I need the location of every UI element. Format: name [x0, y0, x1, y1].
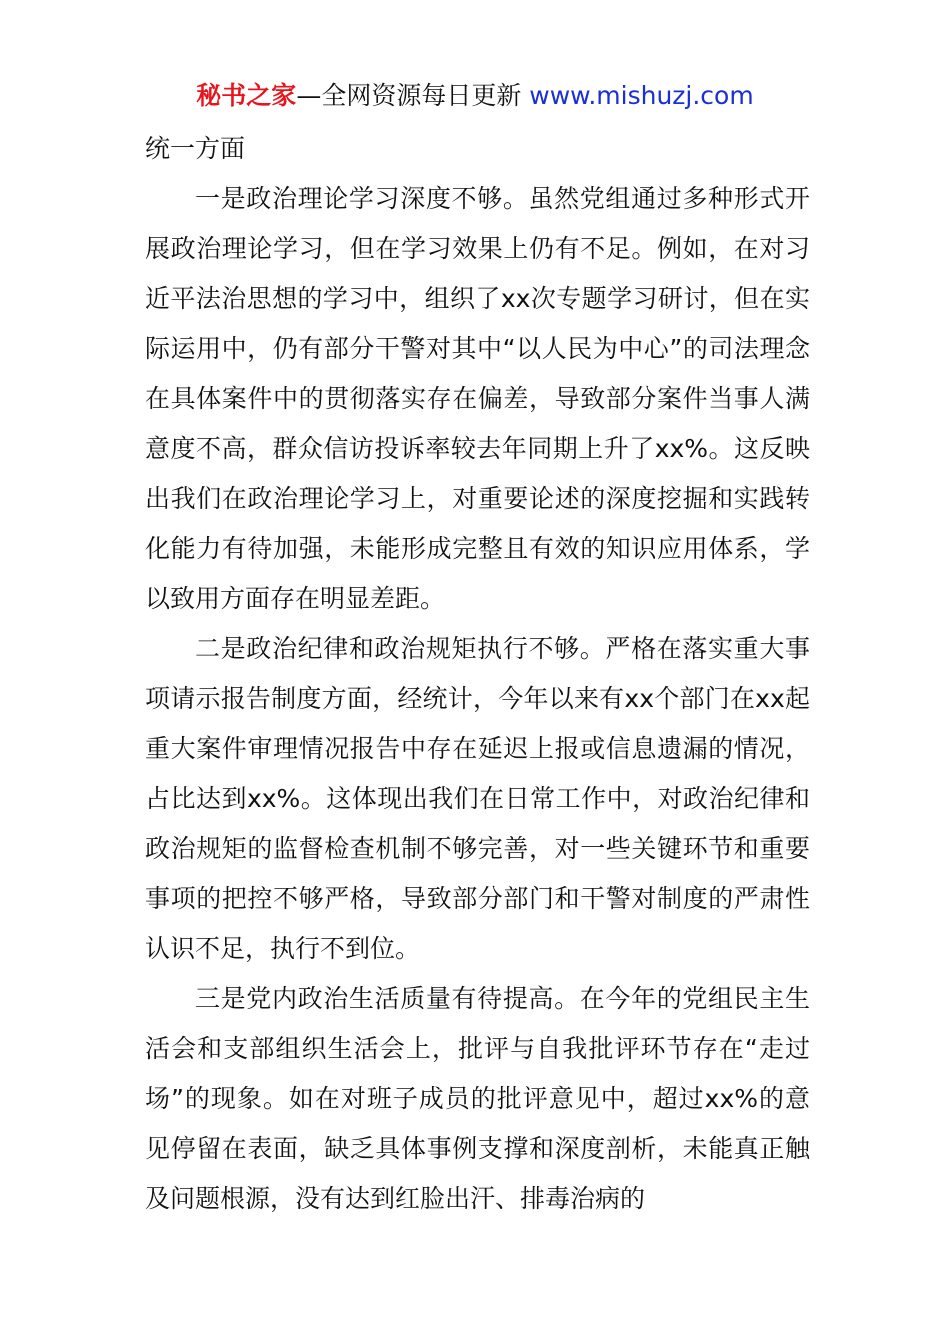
paragraph-2: 二是政治纪律和政治规矩执行不够。严格在落实重大事项请示报告制度方面，经统计，今年以来有xx个部门在xx起重大案件审理情况报告中存在延迟上报或信息遗漏的情况，占比达到xx%。这体现出我们在日常工作中，对政治纪律和政治规矩的监督检查机制不够完善，对一些关键环节和重要事项的把控不够严格，导致部分部门和干警对制度的严肃性认识不足，执行不到位。	[145, 634, 810, 963]
header-tagline: —全网资源每日更新	[296, 81, 522, 110]
paragraph-3: 三是党内政治生活质量有待提高。在今年的党组民主生活会和支部组织生活会上，批评与自我批评环节存在“走过场”的现象。如在对班子成员的批评意见中，超过xx%的意见停留在表面，缺乏具体事例支撑和深度剖析，未能真正触及问题根源，没有达到红脸出汗、排毒治病的	[145, 984, 810, 1213]
lead-line: 统一方面	[145, 134, 246, 163]
site-header	[0, 78, 950, 114]
brand-name: 秘书之家	[196, 81, 297, 110]
document-body	[145, 124, 810, 1224]
site-url-link[interactable]: www.mishuzj.com	[529, 81, 754, 110]
paragraph-1: 一是政治理论学习深度不够。虽然党组通过多种形式开展政治理论学习，但在学习效果上仍有不足。例如，在对习近平法治思想的学习中，组织了xx次专题学习研讨，但在实际运用中，仍有部分干警对其中“以人民为中心”的司法理念在具体案件中的贯彻落实存在偏差，导致部分案件当事人满意度不高，群众信访投诉率较去年同期上升了xx%。这反映出我们在政治理论学习上，对重要论述的深度挖掘和实践转化能力有待加强，未能形成完整且有效的知识应用体系，学以致用方面存在明显差距。	[145, 184, 810, 613]
